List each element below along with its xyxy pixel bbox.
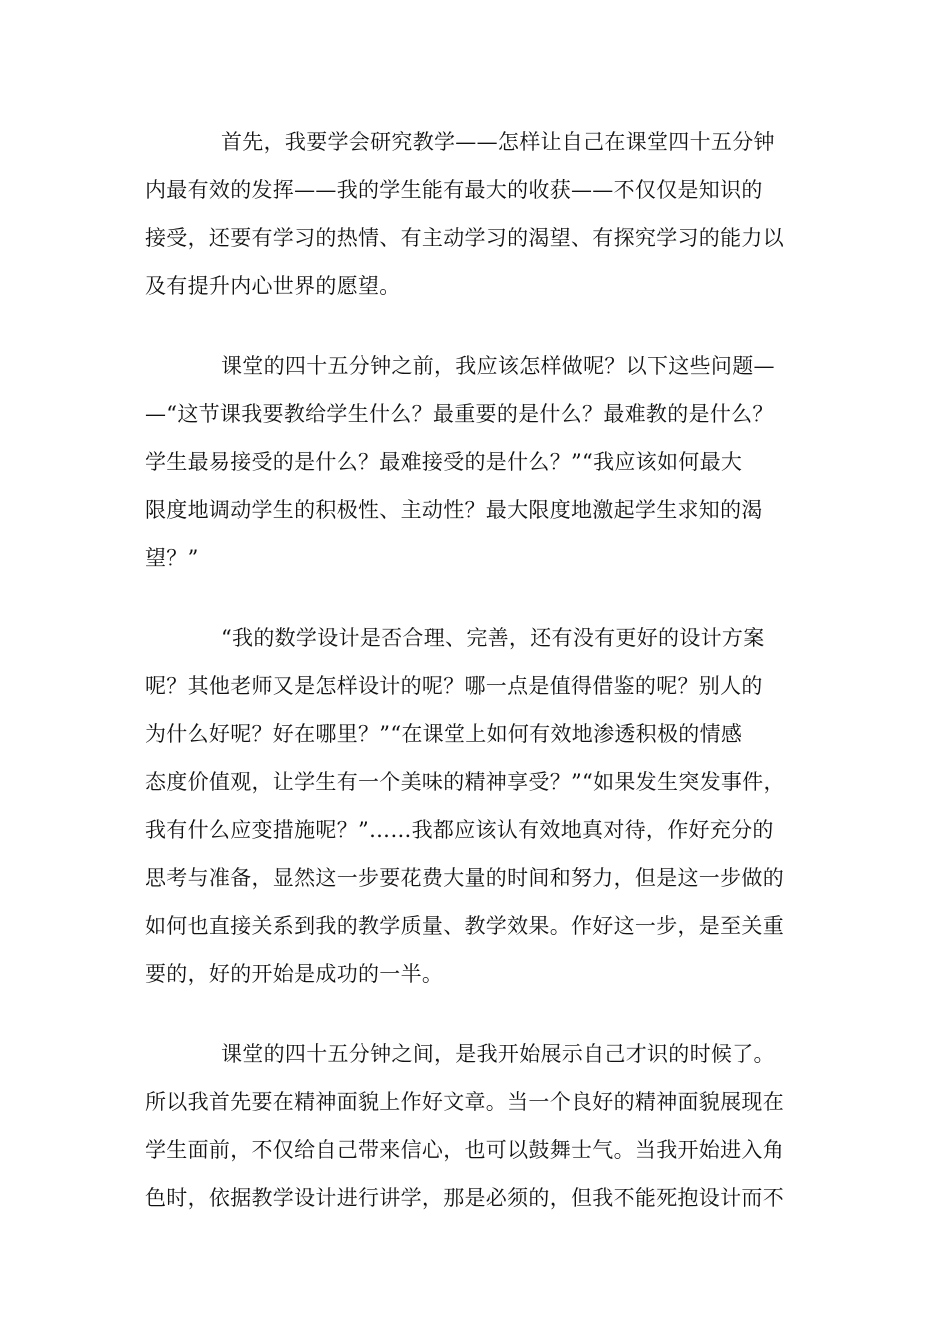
- text-line: 学生面前，不仅给自己带来信心，也可以鼓舞士气。当我开始进入角: [145, 1138, 784, 1162]
- text-line: 课堂的四十五分钟之前，我应该怎样做呢？以下这些问题—: [221, 354, 775, 378]
- document-body: [145, 118, 835, 1254]
- text-line: 色时，依据教学设计进行讲学，那是必须的，但我不能死抱设计而不: [145, 1186, 784, 1210]
- text-line: 望？”: [145, 546, 199, 570]
- text-line: 接受，还要有学习的热情、有主动学习的渴望、有探究学习的能力以: [145, 226, 784, 250]
- paragraph-3: [145, 614, 835, 998]
- text-line: 限度地调动学生的积极性、主动性？最大限度地激起学生求知的渴: [145, 498, 763, 522]
- text-line: 我有什么应变措施呢？”……我都应该认有效地真对待，作好充分的: [145, 818, 774, 842]
- text-line: 课堂的四十五分钟之间，是我开始展示自己才识的时候了。: [221, 1042, 775, 1066]
- text-line: 内最有效的发挥——我的学生能有最大的收获——不仅仅是知识的: [145, 178, 763, 202]
- text-line: —“这节课我要教给学生什么？最重要的是什么？最难教的是什么？: [145, 402, 774, 426]
- text-line: 思考与准备，显然这一步要花费大量的时间和努力，但是这一步做的: [145, 866, 784, 890]
- text-line: 所以我首先要在精神面貌上作好文章。当一个良好的精神面貌展现在: [145, 1090, 784, 1114]
- text-line: “我的数学设计是否合理、完善，还有没有更好的设计方案: [221, 626, 765, 650]
- paragraph-1: [145, 118, 835, 310]
- text-line: 学生最易接受的是什么？最难接受的是什么？”“我应该如何最大: [145, 450, 743, 474]
- paragraph-2: [145, 342, 835, 582]
- text-line: 为什么好呢？好在哪里？”“在课堂上如何有效地渗透积极的情感: [145, 722, 743, 746]
- text-line: 首先，我要学会研究教学——怎样让自己在课堂四十五分钟: [221, 130, 775, 154]
- text-line: 呢？其他老师又是怎样设计的呢？哪一点是值得借鉴的呢？别人的: [145, 674, 763, 698]
- text-line: 要的，好的开始是成功的一半。: [145, 962, 444, 986]
- text-line: 态度价值观，让学生有一个美味的精神享受？”“如果发生突发事件，: [145, 770, 785, 794]
- text-line: 及有提升内心世界的愿望。: [145, 274, 401, 298]
- text-line: 如何也直接关系到我的教学质量、教学效果。作好这一步，是至关重: [145, 914, 784, 938]
- paragraph-4: [145, 1030, 835, 1222]
